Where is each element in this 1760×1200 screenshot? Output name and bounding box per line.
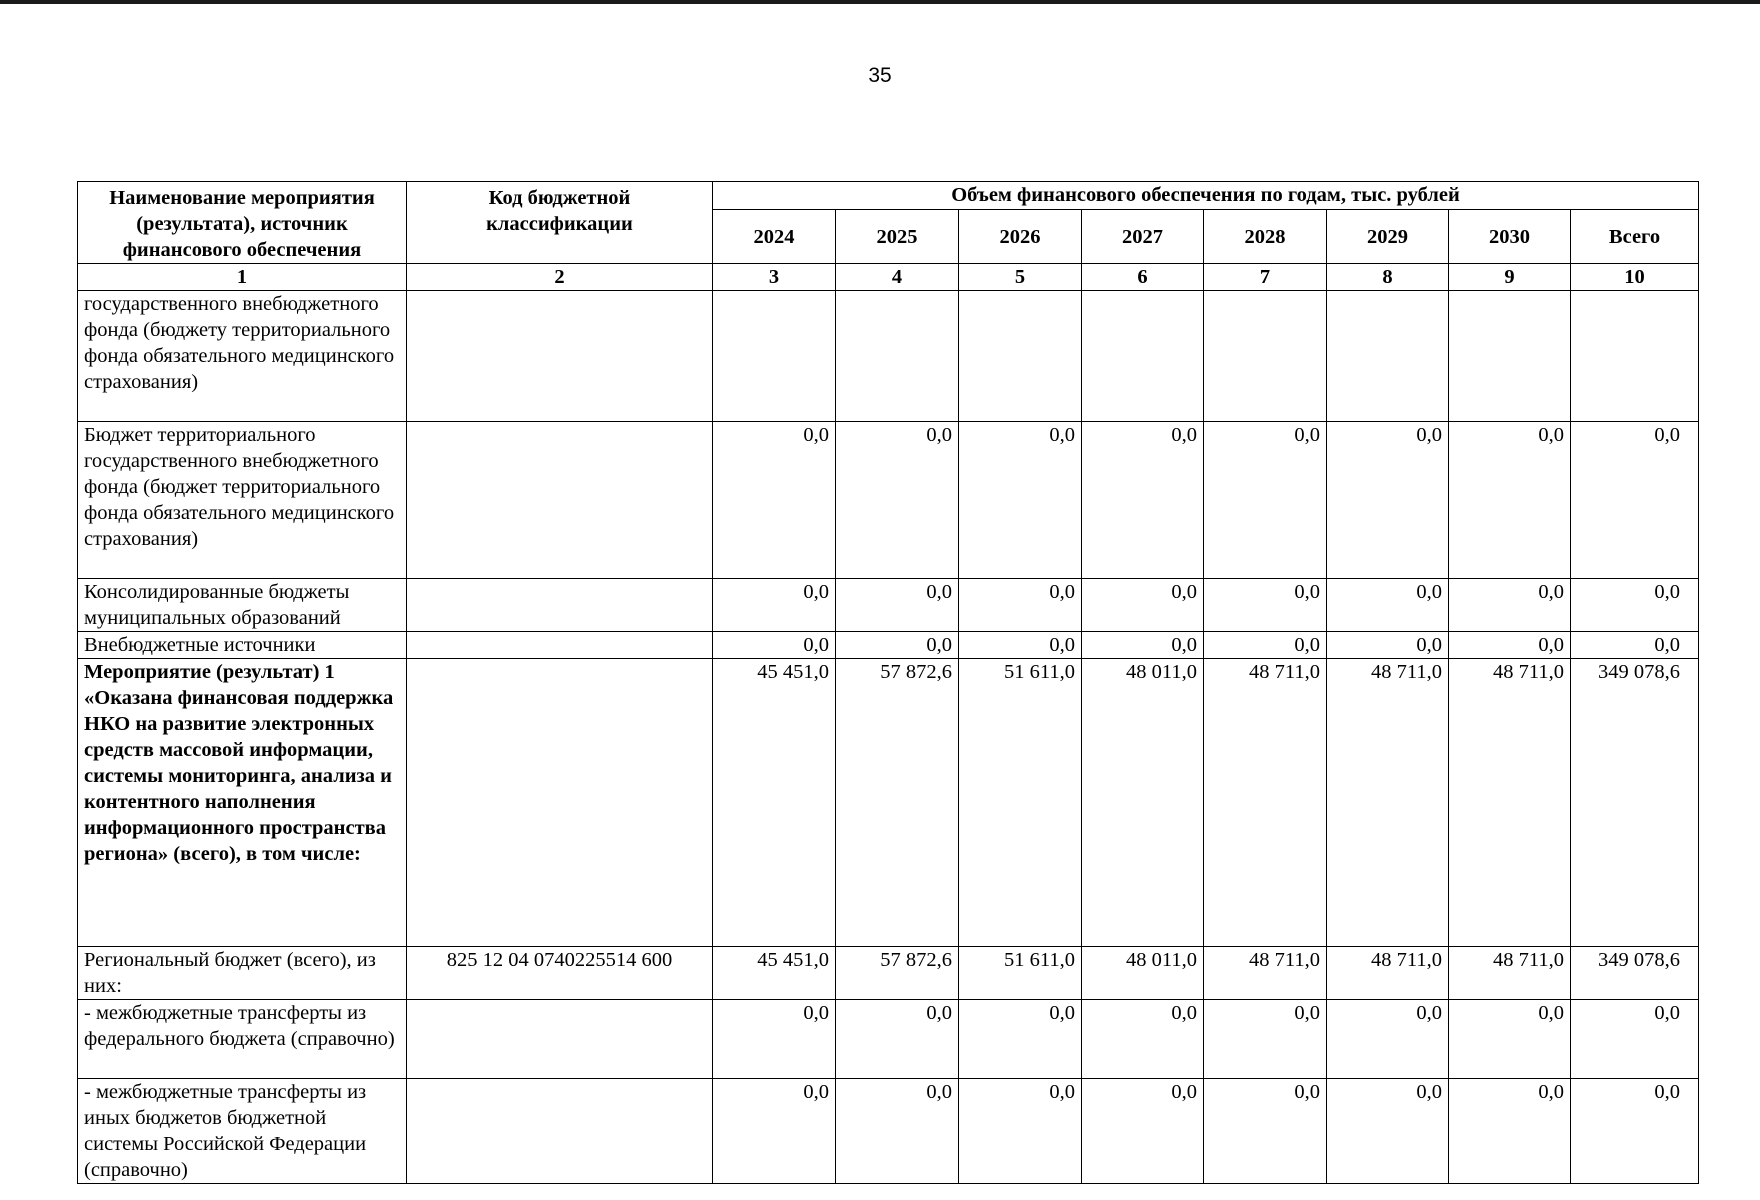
row-code [407, 1000, 713, 1079]
row-value: 48 711,0 [1327, 947, 1449, 1000]
row-value: 0,0 [959, 1079, 1082, 1184]
row-value: 0,0 [713, 632, 836, 659]
row-value: 0,0 [836, 1000, 959, 1079]
row-value: 0,0 [1449, 1000, 1571, 1079]
row-total: 0,0 [1571, 579, 1699, 632]
row-value: 0,0 [713, 422, 836, 579]
column-number: 5 [959, 264, 1082, 291]
row-value: 0,0 [959, 632, 1082, 659]
row-value: 0,0 [1204, 632, 1327, 659]
row-value: 0,0 [836, 579, 959, 632]
row-value: 0,0 [1449, 632, 1571, 659]
row-value: 0,0 [836, 422, 959, 579]
row-name: государственного внебюджетного фонда (бюджету территориального фонда обязательного медицинского страхования) [78, 291, 407, 422]
row-value: 0,0 [1082, 579, 1204, 632]
row-name: - межбюджетные трансферты из иных бюджетов бюджетной системы Российской Федерации (справочно) [78, 1079, 407, 1184]
header-year: 2027 [1082, 210, 1204, 264]
row-value: 51 611,0 [959, 659, 1082, 947]
header-volume: Объем финансового обеспечения по годам, тыс. рублей [713, 182, 1699, 210]
row-name: - межбюджетные трансферты из федерального бюджета (справочно) [78, 1000, 407, 1079]
header-code: Код бюджетной классификации [407, 182, 713, 264]
row-value [713, 291, 836, 422]
row-name: Региональный бюджет (всего), из них: [78, 947, 407, 1000]
row-value: 0,0 [959, 579, 1082, 632]
row-value: 48 711,0 [1327, 659, 1449, 947]
row-value: 48 011,0 [1082, 659, 1204, 947]
row-code [407, 291, 713, 422]
table-row [78, 1079, 1699, 1184]
row-value: 0,0 [1327, 1000, 1449, 1079]
column-number: 7 [1204, 264, 1327, 291]
top-scan-border [0, 0, 1760, 4]
row-value: 45 451,0 [713, 659, 836, 947]
row-value: 0,0 [959, 422, 1082, 579]
row-value: 0,0 [713, 1000, 836, 1079]
row-name: Мероприятие (результат) 1 «Оказана финансовая поддержка НКО на развитие электронных средств массовой информации, системы мониторинга, анализа и контентного наполнения информационного пространства региона» (всего), в том числе: [78, 659, 407, 947]
row-code [407, 659, 713, 947]
row-value [836, 291, 959, 422]
table-row [78, 1000, 1699, 1079]
row-value: 0,0 [1082, 422, 1204, 579]
row-name: Консолидированные бюджеты муниципальных образований [78, 579, 407, 632]
row-code [407, 632, 713, 659]
table-row [78, 579, 1699, 632]
row-value: 0,0 [1082, 632, 1204, 659]
row-value [1204, 291, 1327, 422]
row-total: 0,0 [1571, 1000, 1699, 1079]
row-code [407, 579, 713, 632]
table-row [78, 947, 1699, 1000]
row-value: 0,0 [1327, 422, 1449, 579]
row-value: 0,0 [1082, 1079, 1204, 1184]
row-value: 0,0 [959, 1000, 1082, 1079]
column-number: 4 [836, 264, 959, 291]
header-total: Всего [1571, 210, 1699, 264]
row-code [407, 422, 713, 579]
column-number: 1 [78, 264, 407, 291]
header-year: 2029 [1327, 210, 1449, 264]
row-total: 0,0 [1571, 1079, 1699, 1184]
row-value [959, 291, 1082, 422]
header-year: 2030 [1449, 210, 1571, 264]
row-total [1571, 291, 1699, 422]
row-total: 349 078,6 [1571, 947, 1699, 1000]
column-number: 6 [1082, 264, 1204, 291]
row-value: 48 011,0 [1082, 947, 1204, 1000]
row-value [1082, 291, 1204, 422]
row-value: 48 711,0 [1449, 659, 1571, 947]
row-total: 349 078,6 [1571, 659, 1699, 947]
row-value: 48 711,0 [1449, 947, 1571, 1000]
row-value: 48 711,0 [1204, 659, 1327, 947]
row-value: 0,0 [836, 632, 959, 659]
table-row [78, 291, 1699, 422]
row-code [407, 1079, 713, 1184]
column-number: 3 [713, 264, 836, 291]
financing-table [77, 181, 1699, 1184]
row-value: 57 872,6 [836, 947, 959, 1000]
column-number: 8 [1327, 264, 1449, 291]
row-value: 48 711,0 [1204, 947, 1327, 1000]
row-value: 0,0 [1449, 1079, 1571, 1184]
table-row [78, 659, 1699, 947]
column-number: 9 [1449, 264, 1571, 291]
table-row [78, 632, 1699, 659]
row-value: 0,0 [1449, 422, 1571, 579]
row-value: 0,0 [713, 579, 836, 632]
row-value: 0,0 [1082, 1000, 1204, 1079]
column-number: 2 [407, 264, 713, 291]
row-value [1327, 291, 1449, 422]
row-value: 57 872,6 [836, 659, 959, 947]
row-code: 825 12 04 0740225514 600 [407, 947, 713, 1000]
row-value: 0,0 [1327, 632, 1449, 659]
row-total: 0,0 [1571, 632, 1699, 659]
row-value: 51 611,0 [959, 947, 1082, 1000]
row-value: 0,0 [1327, 579, 1449, 632]
row-value: 0,0 [836, 1079, 959, 1184]
column-number-row [78, 264, 1699, 291]
header-year: 2026 [959, 210, 1082, 264]
table-row [78, 422, 1699, 579]
row-value: 0,0 [1327, 1079, 1449, 1184]
row-value: 0,0 [1204, 1079, 1327, 1184]
header-year: 2025 [836, 210, 959, 264]
page-number: 35 [868, 64, 892, 87]
row-value: 0,0 [1204, 422, 1327, 579]
row-value: 0,0 [1449, 579, 1571, 632]
column-number: 10 [1571, 264, 1699, 291]
row-value [1449, 291, 1571, 422]
row-total: 0,0 [1571, 422, 1699, 579]
header-year: 2028 [1204, 210, 1327, 264]
row-name: Бюджет территориального государственного внебюджетного фонда (бюджет территориального фонда обязательного медицинского страхования) [78, 422, 407, 579]
row-value: 0,0 [1204, 579, 1327, 632]
row-name: Внебюджетные источники [78, 632, 407, 659]
header-year: 2024 [713, 210, 836, 264]
header-name: Наименование мероприятия (результата), источник финансового обеспечения [78, 182, 407, 264]
row-value: 0,0 [1204, 1000, 1327, 1079]
row-value: 0,0 [713, 1079, 836, 1184]
row-value: 45 451,0 [713, 947, 836, 1000]
